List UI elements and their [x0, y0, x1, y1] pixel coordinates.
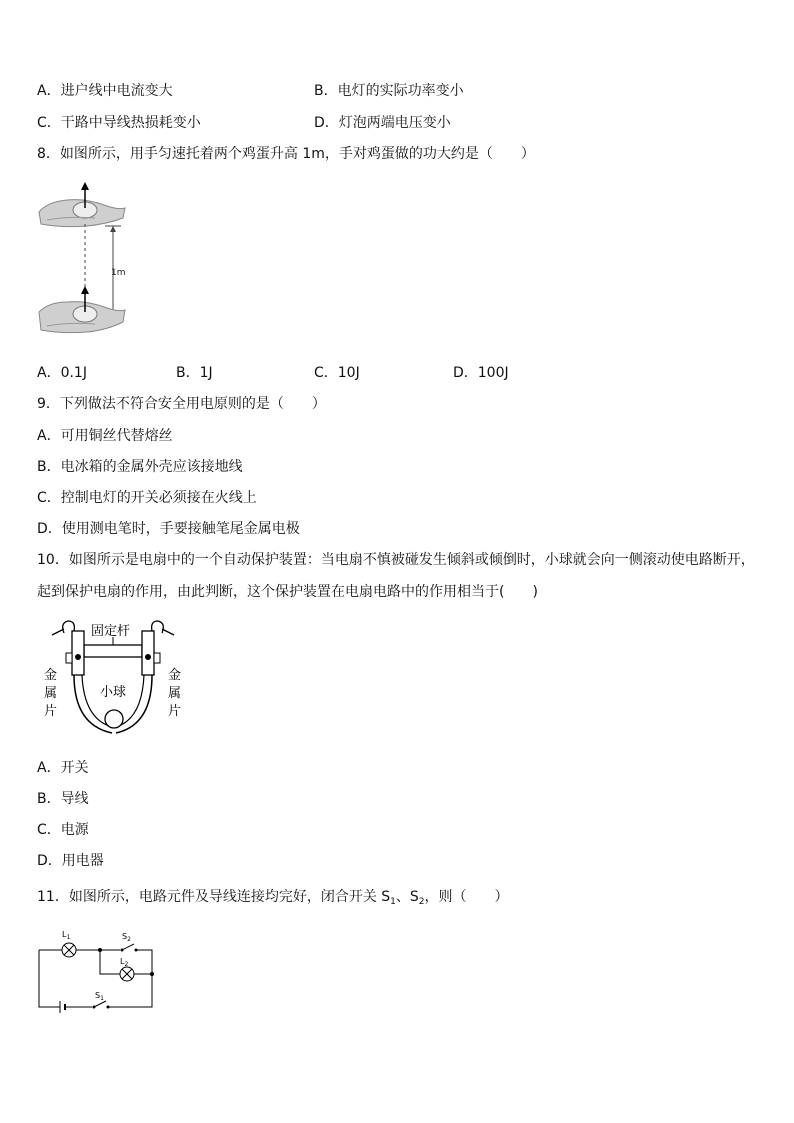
fixed-rod-label: 固定杆 — [91, 624, 131, 639]
q7-option-a: A．进户线中电流变大 — [37, 83, 173, 99]
q8-option-d: D．100J — [453, 365, 509, 381]
q9-option-b: B．电冰箱的金属外壳应该接地线 — [37, 459, 243, 475]
q10-stem-line2: 起到保护电扇的作用，由此判断，这个保护装置在电扇电路中的作用相当于( ) — [37, 584, 538, 600]
q8-egg-lift-figure — [37, 180, 132, 350]
small-ball — [105, 710, 123, 728]
q8-option-b: B．1J — [176, 365, 213, 381]
s2-label: $S_2$ — [122, 932, 131, 943]
q8-stem: 8．如图所示，用手匀速托着两个鸡蛋升高 1m，手对鸡蛋做的功大约是（ ） — [37, 146, 535, 162]
s1-label: $S_1$ — [95, 991, 104, 1002]
q8-option-a: A．0.1J — [37, 365, 87, 381]
q10-protection-device-figure — [38, 615, 188, 745]
left-sheet-label: 金属片 — [44, 668, 58, 719]
q10-option-c: C．电源 — [37, 822, 89, 838]
q9-stem: 9．下列做法不符合安全用电原则的是（ ） — [37, 396, 326, 412]
q11-stem-mid: 、S — [395, 889, 419, 905]
q11-circuit-diagram — [34, 925, 159, 1013]
l1-label: $L_1$ — [62, 930, 71, 941]
battery — [60, 1001, 65, 1013]
right-sheet-label: 金属片 — [168, 668, 182, 719]
q11-stem — [37, 888, 509, 911]
q11-stem-post: ，则（ ） — [424, 889, 509, 905]
q8-option-c: C．10J — [314, 365, 360, 381]
fixed-rod — [84, 645, 142, 657]
lower-hand-with-eggs — [39, 302, 125, 333]
q11-stem-pre: 11．如图所示，电路元件及导线连接均完好，闭合开关 S — [37, 889, 391, 905]
lamp-l2 — [120, 967, 134, 981]
q10-option-d: D．用电器 — [37, 853, 104, 869]
q9-option-d: D．使用测电笔时，手要接触笔尾金属电极 — [37, 521, 300, 537]
q7-option-d: D．灯泡两端电压变小 — [314, 115, 451, 131]
switch-s1 — [93, 1001, 110, 1009]
distance-label: 1m — [111, 268, 126, 278]
l2-label: $L_2$ — [120, 957, 129, 968]
q7-option-b: B．电灯的实际功率变小 — [314, 83, 464, 99]
q10-option-a: A．开关 — [37, 760, 89, 776]
q9-option-c: C．控制电灯的开关必须接在火线上 — [37, 490, 257, 506]
q11-sub-1: 1 — [390, 897, 396, 907]
lamp-l1 — [62, 943, 76, 957]
ball-label: 小球 — [100, 685, 127, 700]
switch-s2 — [121, 944, 138, 952]
q11-sub-2: 2 — [418, 897, 425, 907]
q9-option-a: A．可用铜丝代替熔丝 — [37, 428, 173, 444]
upper-hand-with-eggs — [39, 200, 125, 227]
q10-stem-line1: 10．如图所示是电扇中的一个自动保护装置：当电扇不慎被碰发生倾斜或倾倒时，小球就会向一侧滚动使电路断开， — [37, 552, 755, 568]
q7-option-c: C．干路中导线热损耗变小 — [37, 115, 201, 131]
q10-option-b: B．导线 — [37, 791, 89, 807]
